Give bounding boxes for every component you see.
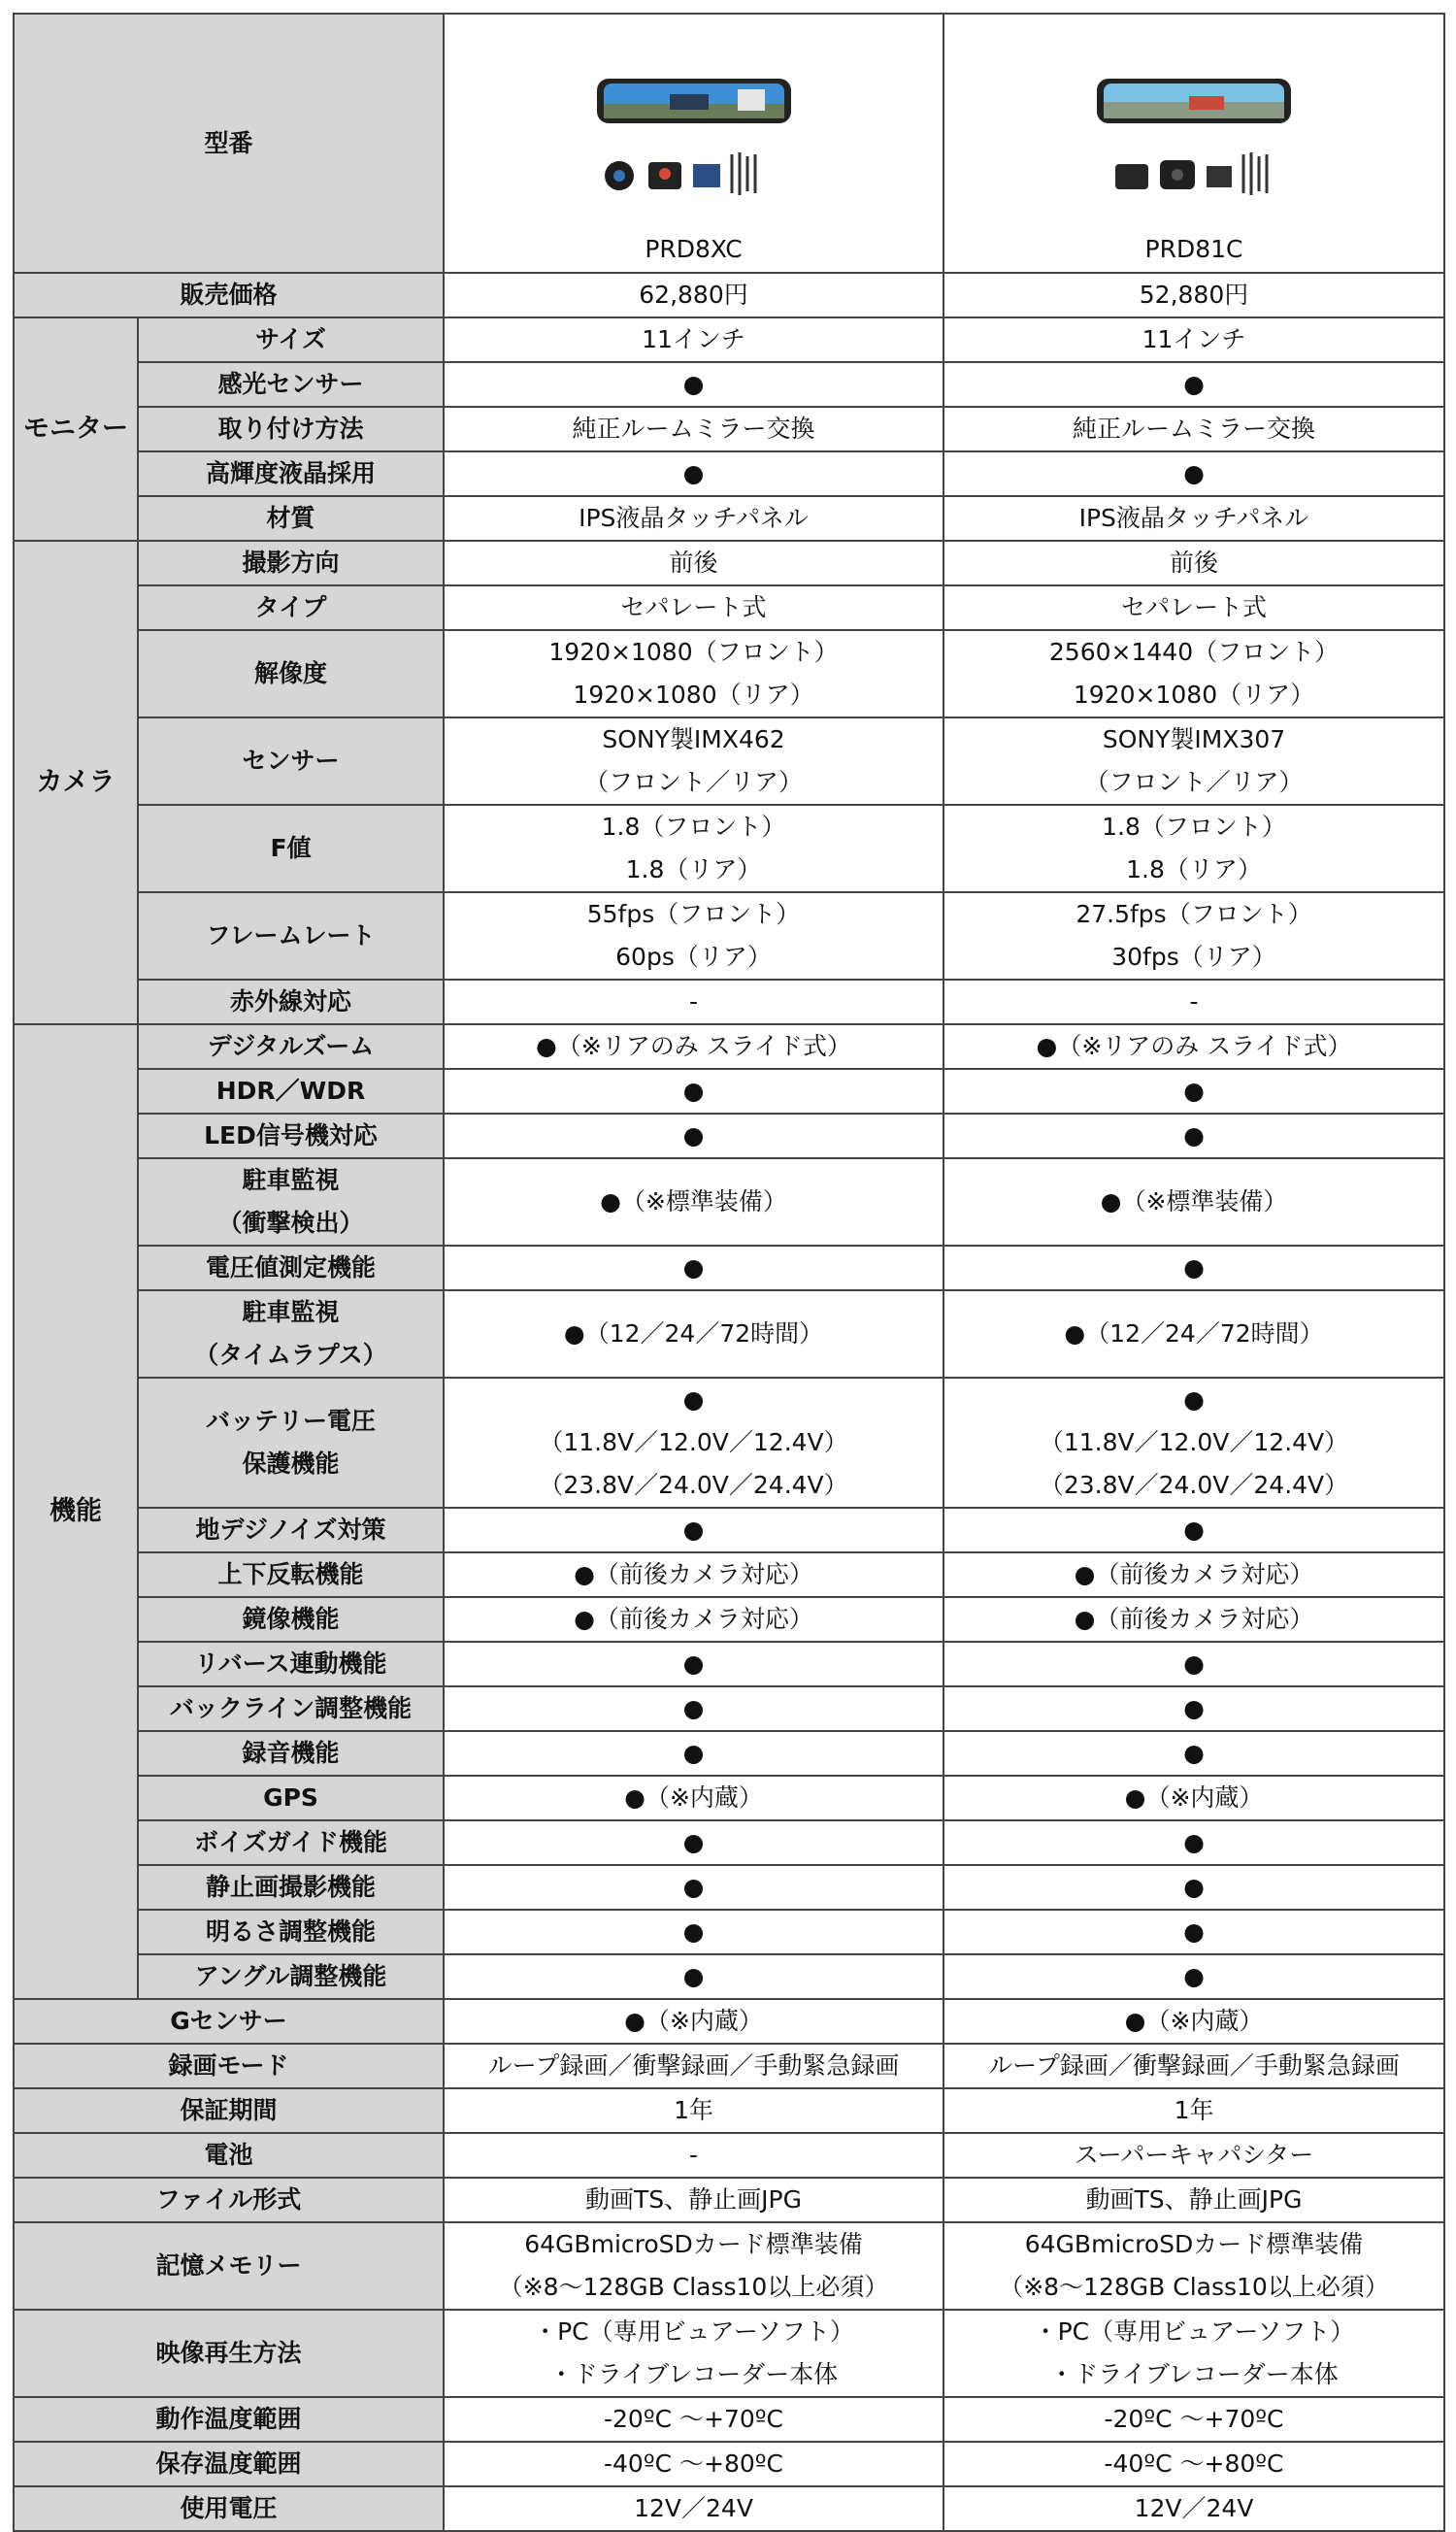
spec-row	[14, 1642, 1444, 1686]
value-prd81c	[943, 362, 1444, 407]
row-label: 映像再生方法	[14, 2310, 444, 2397]
value-prd81c	[943, 1686, 1444, 1731]
value-prd8xc	[444, 892, 943, 980]
value-prd8xc	[444, 496, 943, 541]
value-prd8xc	[444, 1552, 943, 1597]
value-line: （23.8V／24.0V／24.4V）	[539, 1471, 848, 1499]
value-prd8xc	[444, 805, 943, 892]
row-label: 販売価格	[14, 273, 444, 317]
spec-row	[14, 1508, 1444, 1552]
value-prd81c	[943, 317, 1444, 362]
value-prd81c	[943, 1114, 1444, 1158]
value-line: 1.8（フロント）	[1102, 813, 1286, 841]
group-label: モニター	[14, 317, 138, 541]
value-prd81c	[943, 2178, 1444, 2222]
value-line: 60ps（リア）	[615, 943, 772, 971]
row-label	[138, 1378, 444, 1508]
value-line: ●	[1183, 1385, 1205, 1414]
row-label: 明るさ調整機能	[138, 1910, 444, 1954]
value-line: ●	[682, 459, 705, 487]
spec-row	[14, 1865, 1444, 1910]
value-line: ●（※内蔵）	[624, 2007, 763, 2035]
row-label: 地デジノイズ対策	[138, 1508, 444, 1552]
value-line: IPS液晶タッチパネル	[1078, 504, 1309, 532]
value-line: ●（前後カメラ対応）	[574, 1605, 813, 1633]
spec-row	[14, 1024, 1444, 1069]
row-label: センサー	[138, 717, 444, 805]
row-label-line: （衝撃検出）	[217, 1209, 364, 1237]
value-line: 前後	[669, 549, 718, 577]
row-label: 高輝度液晶採用	[138, 451, 444, 496]
value-line: セパレート式	[1121, 593, 1268, 621]
value-prd8xc	[444, 1508, 943, 1552]
row-label: タイプ	[138, 585, 444, 630]
value-line: 30fps（リア）	[1111, 943, 1276, 971]
product-name: PRD81C	[1144, 235, 1243, 263]
value-line: ●	[682, 1917, 705, 1946]
value-line: 1年	[674, 2096, 713, 2124]
row-label: ボイズガイド機能	[138, 1820, 444, 1865]
value-prd8xc	[444, 317, 943, 362]
value-line: 1.8（フロント）	[601, 813, 786, 841]
value-line: ループ録画／衝撃録画／手動緊急録画	[487, 2051, 900, 2080]
value-line: （※8～128GB Class10以上必須）	[999, 2273, 1389, 2301]
value-line: ・PC（専用ビュアーソフト）	[1033, 2317, 1355, 2346]
row-label: 録画モード	[14, 2044, 444, 2088]
spec-row	[14, 362, 1444, 407]
value-line: （※8～128GB Class10以上必須）	[498, 2273, 889, 2301]
value-prd81c	[943, 805, 1444, 892]
row-label: 材質	[138, 496, 444, 541]
row-label: 記憶メモリー	[14, 2222, 444, 2310]
value-line: ●（前後カメラ対応）	[1074, 1560, 1314, 1588]
value-prd81c	[943, 273, 1444, 317]
value-prd81c	[943, 2442, 1444, 2486]
row-label-line: （タイムラプス）	[194, 1341, 387, 1369]
value-prd81c	[943, 1999, 1444, 2044]
value-prd8xc	[444, 2222, 943, 2310]
value-line: ●	[1183, 1739, 1205, 1767]
value-prd81c	[943, 407, 1444, 451]
row-label-line: 駐車監視	[242, 1166, 340, 1194]
value-line: ●（※内蔵）	[1124, 1783, 1264, 1812]
spec-row	[14, 407, 1444, 451]
row-label: 感光センサー	[138, 362, 444, 407]
value-prd81c	[943, 1552, 1444, 1597]
spec-row	[14, 1999, 1444, 2044]
spec-row	[14, 2044, 1444, 2088]
value-line: スーパーキャパシター	[1074, 2141, 1314, 2169]
value-line: 11インチ	[1142, 325, 1246, 353]
spec-row	[14, 273, 1444, 317]
value-line: 2560×1440（フロント）	[1048, 638, 1340, 666]
value-prd8xc	[444, 1378, 943, 1508]
value-prd81c	[943, 1865, 1444, 1910]
value-prd8xc	[444, 2178, 943, 2222]
value-line: ●	[1183, 1253, 1205, 1282]
value-line: ●（※標準装備）	[1100, 1187, 1288, 1216]
value-prd81c	[943, 1246, 1444, 1290]
value-line: ●	[1183, 1121, 1205, 1149]
row-label: 撮影方向	[138, 541, 444, 585]
spec-row	[14, 541, 1444, 585]
product-cell-prd81c	[943, 14, 1444, 273]
value-prd81c	[943, 1776, 1444, 1820]
value-line: 62,880円	[639, 281, 748, 309]
value-prd8xc	[444, 717, 943, 805]
spec-row	[14, 2397, 1444, 2442]
spec-row	[14, 717, 1444, 805]
value-prd81c	[943, 1597, 1444, 1642]
row-label: 解像度	[138, 630, 444, 717]
row-label: 保存温度範囲	[14, 2442, 444, 2486]
value-line: ●	[682, 1253, 705, 1282]
value-line: ●	[682, 1385, 705, 1414]
group-label: カメラ	[14, 541, 138, 1024]
product-cell-prd8xc	[444, 14, 943, 273]
row-label	[138, 1290, 444, 1378]
value-line: -40ºC ～+80ºC	[1104, 2449, 1284, 2478]
value-line: 動画TS、静止画JPG	[585, 2185, 802, 2214]
spec-row	[14, 1954, 1444, 1999]
value-line: IPS液晶タッチパネル	[579, 504, 809, 532]
value-prd8xc	[444, 1024, 943, 1069]
spec-row	[14, 451, 1444, 496]
value-line: ●（※内蔵）	[624, 1783, 763, 1812]
value-line: （フロント／リア）	[1084, 768, 1304, 796]
value-prd81c	[943, 1910, 1444, 1954]
value-prd81c	[943, 2044, 1444, 2088]
value-prd81c	[943, 2397, 1444, 2442]
value-prd8xc	[444, 980, 943, 1024]
row-label: 録音機能	[138, 1731, 444, 1776]
row-label: アングル調整機能	[138, 1954, 444, 1999]
value-line: 1.8（リア）	[625, 855, 762, 883]
value-prd8xc	[444, 2088, 943, 2133]
value-line: ●（※リアのみ スライド式）	[536, 1032, 851, 1060]
row-label: 保証期間	[14, 2088, 444, 2133]
value-prd8xc	[444, 541, 943, 585]
value-prd8xc	[444, 451, 943, 496]
value-line: -20ºC ～+70ºC	[604, 2405, 784, 2433]
value-prd81c	[943, 2133, 1444, 2178]
value-line: ●	[682, 1873, 705, 1901]
spec-row	[14, 1731, 1444, 1776]
spec-row	[14, 892, 1444, 980]
row-label-line: 駐車監視	[242, 1298, 340, 1326]
spec-row	[14, 2442, 1444, 2486]
spec-row	[14, 2486, 1444, 2531]
row-label: Gセンサー	[14, 1999, 444, 2044]
value-line: -20ºC ～+70ºC	[1104, 2405, 1284, 2433]
value-prd8xc	[444, 1910, 943, 1954]
value-line: ●	[1183, 1649, 1205, 1678]
value-line: ●	[1183, 1516, 1205, 1544]
value-line: -	[1189, 987, 1199, 1016]
value-line: ●	[682, 1694, 705, 1722]
value-prd81c	[943, 585, 1444, 630]
header-row	[14, 14, 1444, 273]
value-line: ●（前後カメラ対応）	[574, 1560, 813, 1588]
spec-row	[14, 2133, 1444, 2178]
row-label: 使用電圧	[14, 2486, 444, 2531]
value-prd8xc	[444, 2486, 943, 2531]
row-label: HDR／WDR	[138, 1069, 444, 1114]
value-prd81c	[943, 1508, 1444, 1552]
value-prd81c	[943, 630, 1444, 717]
row-label: 取り付け方法	[138, 407, 444, 451]
row-label: サイズ	[138, 317, 444, 362]
value-line: 52,880円	[1139, 281, 1249, 309]
value-line: （11.8V／12.0V／12.4V）	[539, 1428, 848, 1456]
value-line: SONY製IMX462	[602, 725, 785, 753]
row-label: GPS	[138, 1776, 444, 1820]
spec-row	[14, 2178, 1444, 2222]
row-label: デジタルズーム	[138, 1024, 444, 1069]
row-label: 上下反転機能	[138, 1552, 444, 1597]
value-line: ●（12／24／72時間）	[1064, 1319, 1324, 1348]
value-line: 1年	[1174, 2096, 1214, 2124]
value-line: 純正ルームミラー交換	[572, 415, 815, 443]
value-prd8xc	[444, 1776, 943, 1820]
value-line: ●	[1183, 1077, 1205, 1105]
value-prd81c	[943, 2310, 1444, 2397]
spec-row	[14, 585, 1444, 630]
value-prd81c	[943, 1820, 1444, 1865]
value-line: -	[689, 2141, 699, 2169]
value-line: ●	[682, 1077, 705, 1105]
value-line: ●（※標準装備）	[600, 1187, 787, 1216]
value-prd81c	[943, 2088, 1444, 2133]
value-prd8xc	[444, 2044, 943, 2088]
value-line: 1.8（リア）	[1126, 855, 1262, 883]
value-prd8xc	[444, 1865, 943, 1910]
value-prd8xc	[444, 2133, 943, 2178]
row-label: リバース連動機能	[138, 1642, 444, 1686]
value-line: ループ録画／衝撃録画／手動緊急録画	[988, 2051, 1400, 2080]
value-line: ●（前後カメラ対応）	[1074, 1605, 1314, 1633]
value-prd8xc	[444, 2397, 943, 2442]
value-line: ●	[1183, 1962, 1205, 1990]
value-prd81c	[943, 1024, 1444, 1069]
value-line: ●	[1183, 1917, 1205, 1946]
value-prd81c	[943, 1954, 1444, 1999]
spec-row	[14, 496, 1444, 541]
value-prd8xc	[444, 585, 943, 630]
value-line: （23.8V／24.0V／24.4V）	[1039, 1471, 1349, 1499]
value-line: 1920×1080（リア）	[1073, 681, 1315, 709]
row-label: バックライン調整機能	[138, 1686, 444, 1731]
row-label: 動作温度範囲	[14, 2397, 444, 2442]
value-line: ●（12／24／72時間）	[563, 1319, 824, 1348]
row-label: フレームレート	[138, 892, 444, 980]
value-line: -	[689, 987, 699, 1016]
row-label: LED信号機対応	[138, 1114, 444, 1158]
spec-row	[14, 1069, 1444, 1114]
value-line: 1920×1080（リア）	[573, 681, 814, 709]
spec-row	[14, 630, 1444, 717]
value-prd81c	[943, 1731, 1444, 1776]
value-prd8xc	[444, 1246, 943, 1290]
value-line: 1920×1080（フロント）	[548, 638, 839, 666]
value-line: ●	[1183, 1873, 1205, 1901]
spec-row	[14, 1820, 1444, 1865]
value-line: 27.5fps（フロント）	[1075, 900, 1312, 928]
value-line: セパレート式	[620, 593, 767, 621]
value-prd81c	[943, 1642, 1444, 1686]
row-label: 電池	[14, 2133, 444, 2178]
value-prd8xc	[444, 362, 943, 407]
value-prd8xc	[444, 1642, 943, 1686]
spec-row	[14, 1246, 1444, 1290]
spec-comparison-table	[13, 13, 1445, 2532]
spec-row	[14, 2310, 1444, 2397]
value-line: ●（※内蔵）	[1124, 2007, 1264, 2035]
value-prd81c	[943, 1158, 1444, 1246]
value-line: 前後	[1170, 549, 1219, 577]
row-label-line: バッテリー電圧	[206, 1407, 377, 1435]
value-line: ●	[682, 1516, 705, 1544]
row-label-line: 保護機能	[242, 1449, 340, 1478]
spec-row	[14, 1910, 1444, 1954]
value-prd81c	[943, 451, 1444, 496]
value-line: 11インチ	[642, 325, 745, 353]
value-line: ●	[1183, 370, 1205, 398]
spec-row	[14, 1776, 1444, 1820]
row-label: ファイル形式	[14, 2178, 444, 2222]
product-photo-icon	[592, 75, 796, 201]
value-line: ・ドライブレコーダー本体	[1049, 2360, 1339, 2388]
value-line: 12V／24V	[634, 2494, 753, 2522]
value-prd81c	[943, 496, 1444, 541]
product-name: PRD8XC	[645, 235, 743, 263]
value-line: ●（※リアのみ スライド式）	[1036, 1032, 1352, 1060]
value-prd81c	[943, 1069, 1444, 1114]
value-prd81c	[943, 1378, 1444, 1508]
value-line: 64GBmicroSDカード標準装備	[524, 2230, 863, 2258]
value-prd8xc	[444, 1290, 943, 1378]
value-prd81c	[943, 717, 1444, 805]
value-prd8xc	[444, 1954, 943, 1999]
value-line: ・PC（専用ビュアーソフト）	[533, 2317, 854, 2346]
row-label: 赤外線対応	[138, 980, 444, 1024]
spec-row	[14, 1686, 1444, 1731]
spec-row	[14, 317, 1444, 362]
row-label: F値	[138, 805, 444, 892]
value-prd8xc	[444, 630, 943, 717]
spec-row	[14, 1597, 1444, 1642]
value-line: 55fps（フロント）	[586, 900, 801, 928]
spec-row	[14, 805, 1444, 892]
spec-row	[14, 1114, 1444, 1158]
value-prd8xc	[444, 1114, 943, 1158]
value-line: ●	[1183, 1828, 1205, 1856]
group-label: 機能	[14, 1024, 138, 1999]
spec-row	[14, 1290, 1444, 1378]
value-prd81c	[943, 1290, 1444, 1378]
value-line: 64GBmicroSDカード標準装備	[1024, 2230, 1364, 2258]
value-line: 動画TS、静止画JPG	[1085, 2185, 1303, 2214]
value-line: ●	[682, 1828, 705, 1856]
spec-row	[14, 1552, 1444, 1597]
value-line: （フロント／リア）	[584, 768, 804, 796]
value-prd81c	[943, 541, 1444, 585]
value-prd8xc	[444, 1069, 943, 1114]
spec-row	[14, 1378, 1444, 1508]
value-prd8xc	[444, 1158, 943, 1246]
value-prd8xc	[444, 1731, 943, 1776]
value-line: SONY製IMX307	[1102, 725, 1286, 753]
row-label: 鏡像機能	[138, 1597, 444, 1642]
value-prd81c	[943, 892, 1444, 980]
value-line: -40ºC ～+80ºC	[604, 2449, 784, 2478]
spec-row	[14, 2088, 1444, 2133]
model-header: 型番	[14, 14, 444, 273]
value-prd8xc	[444, 1820, 943, 1865]
spec-row	[14, 1158, 1444, 1246]
row-label: 電圧値測定機能	[138, 1246, 444, 1290]
value-prd8xc	[444, 2442, 943, 2486]
value-prd8xc	[444, 407, 943, 451]
value-line: ・ドライブレコーダー本体	[548, 2360, 839, 2388]
value-prd81c	[943, 980, 1444, 1024]
value-line: ●	[682, 1962, 705, 1990]
value-line: 純正ルームミラー交換	[1073, 415, 1316, 443]
value-prd8xc	[444, 1686, 943, 1731]
value-prd8xc	[444, 1597, 943, 1642]
value-prd81c	[943, 2222, 1444, 2310]
value-line: 12V／24V	[1134, 2494, 1254, 2522]
value-line: ●	[682, 1739, 705, 1767]
row-label	[138, 1158, 444, 1246]
value-line: ●	[682, 1121, 705, 1149]
value-prd8xc	[444, 2310, 943, 2397]
value-line: （11.8V／12.0V／12.4V）	[1039, 1428, 1349, 1456]
product-photo-icon	[1092, 75, 1296, 201]
value-line: ●	[1183, 1694, 1205, 1722]
value-prd81c	[943, 2486, 1444, 2531]
spec-row	[14, 980, 1444, 1024]
value-prd8xc	[444, 1999, 943, 2044]
value-line: ●	[682, 370, 705, 398]
value-line: ●	[682, 1649, 705, 1678]
value-prd8xc	[444, 273, 943, 317]
value-line: ●	[1183, 459, 1205, 487]
spec-row	[14, 2222, 1444, 2310]
row-label: 静止画撮影機能	[138, 1865, 444, 1910]
